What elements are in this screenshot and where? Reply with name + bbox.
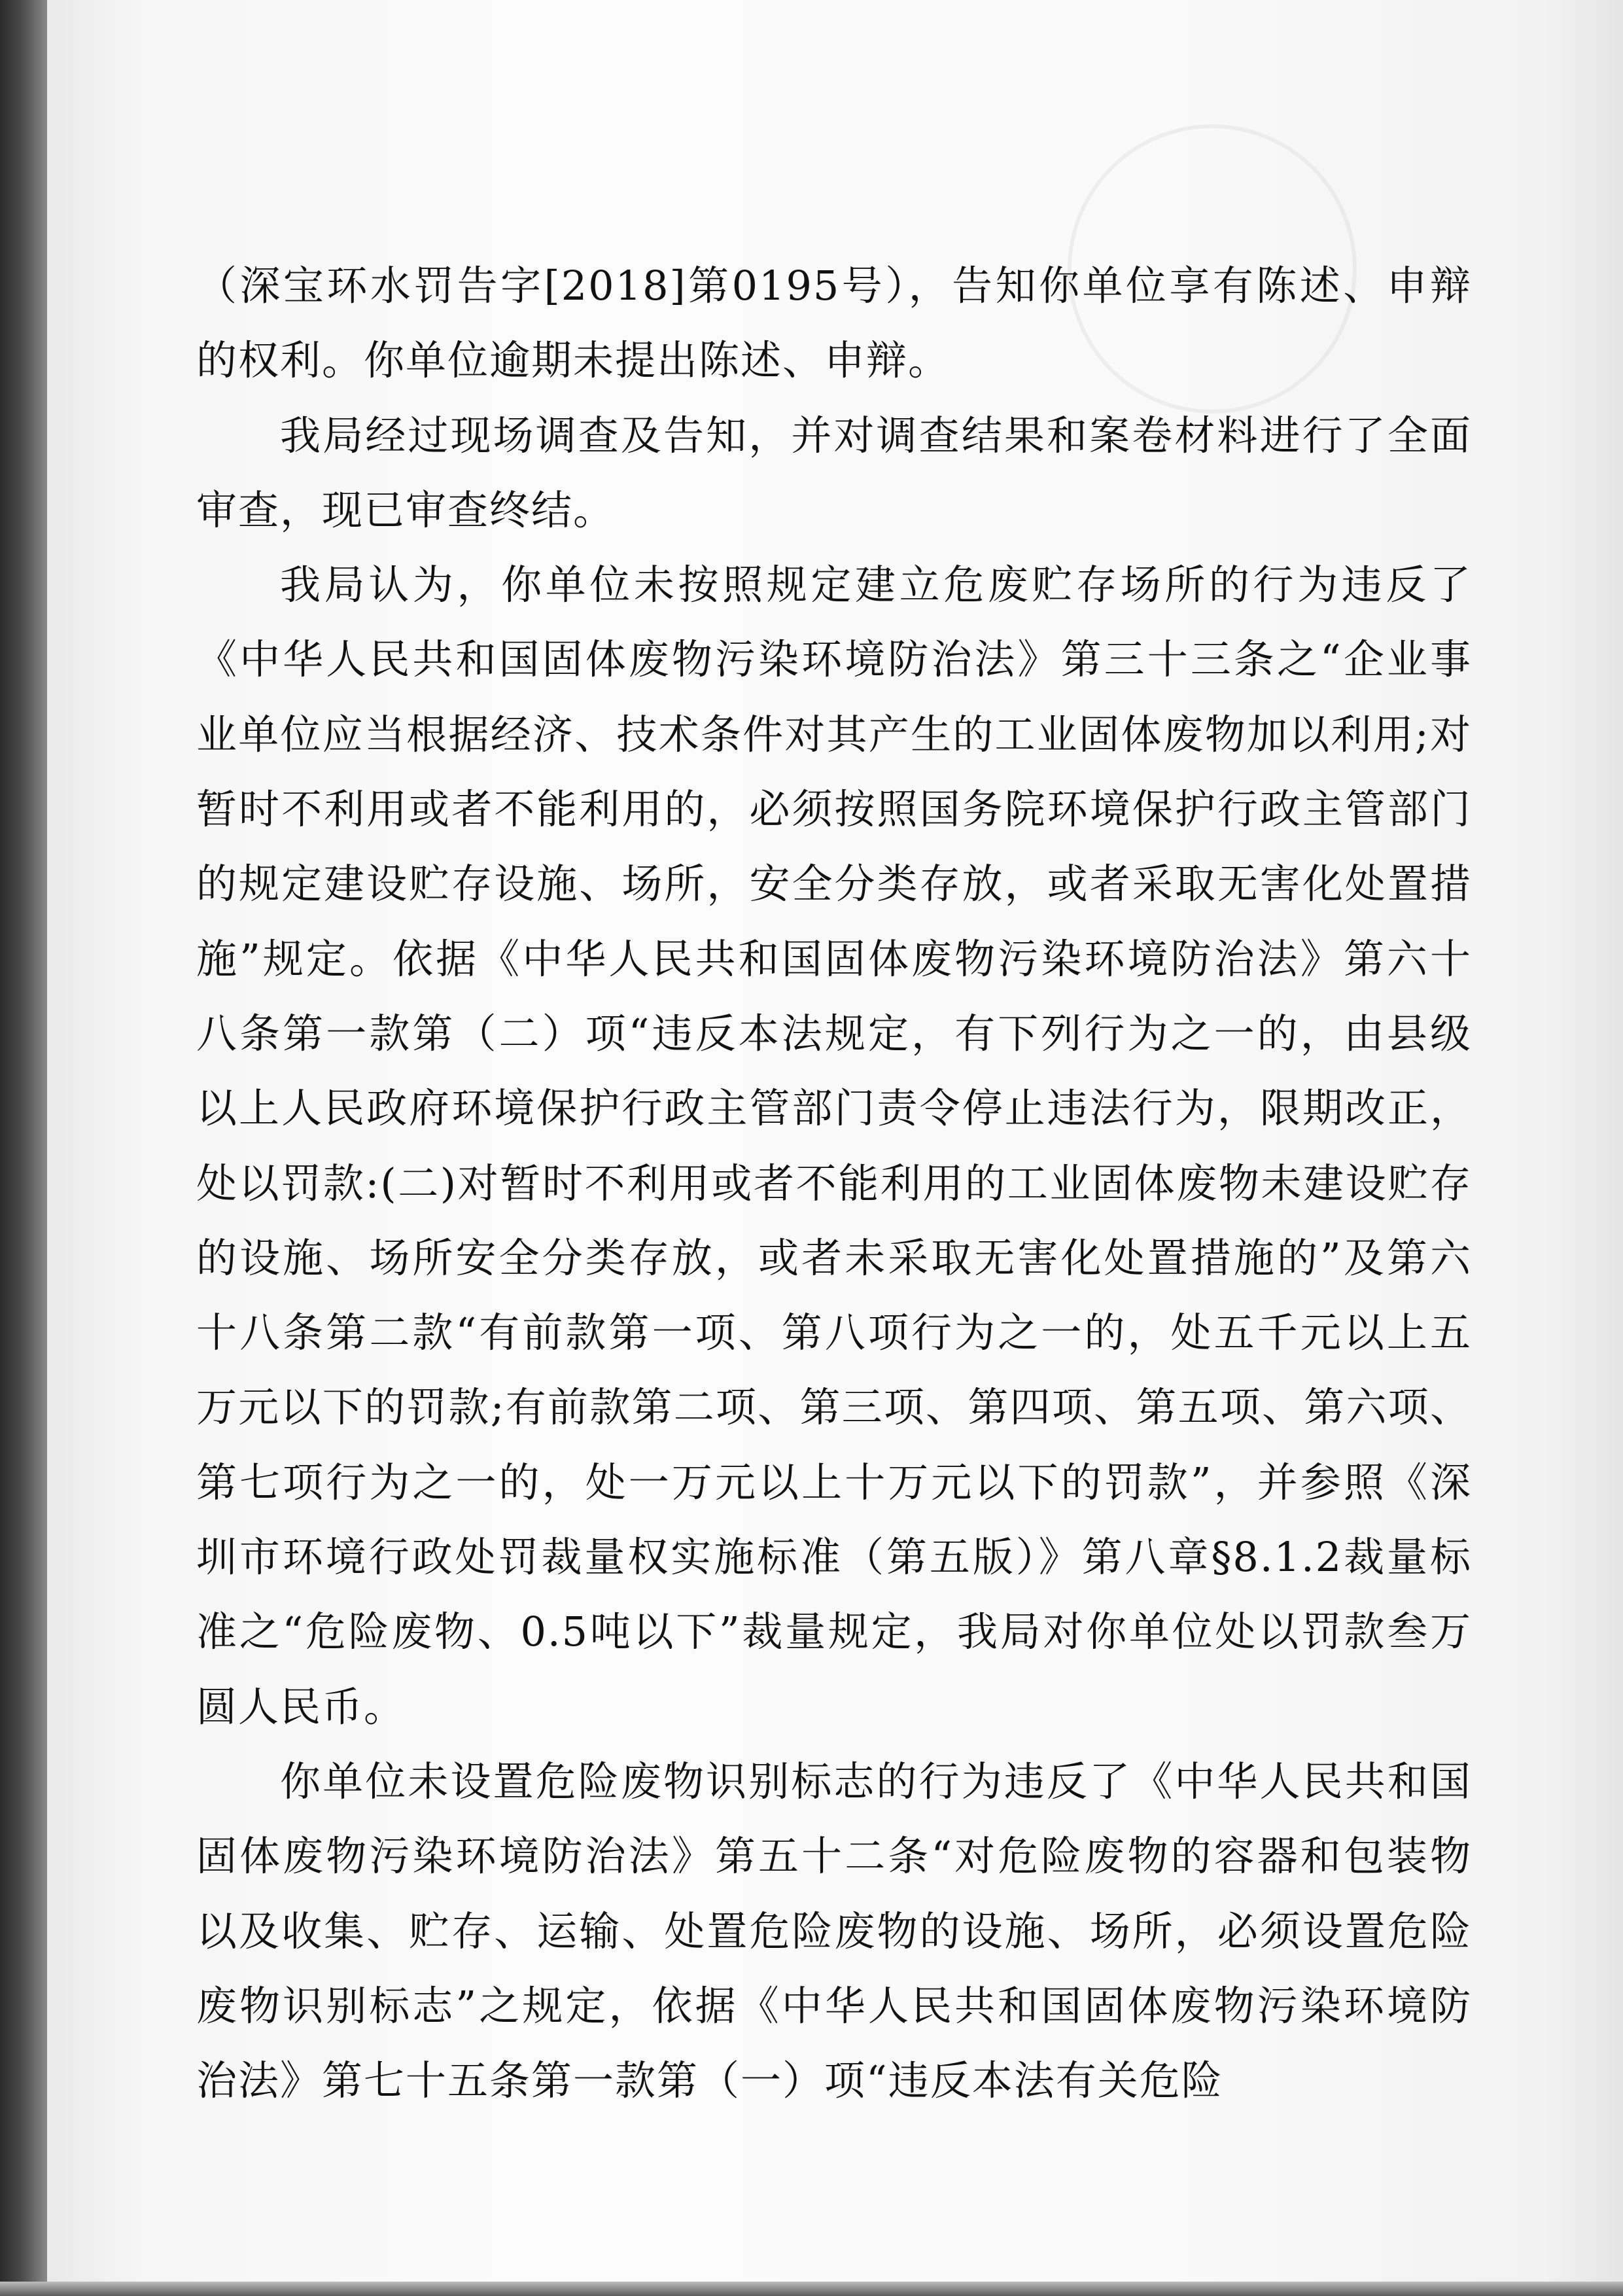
paragraph-storage-violation: 我局认为，你单位未按照规定建立危废贮存场所的行为违反了《中华人民共和国固体废物污染环境防治法》第三十三条之“企业事业单位应当根据经济、技术条件对其产生的工业固体废物加以利用;对暂时不利用或者不能利用的，必须按照国务院环境保护行政主管部门的规定建设贮存设施、场所，安全分类存放，或者采取无害化处置措施”规定。依据《中华人民共和国固体废物污染环境防治法》第六十八条第一款第（二）项“违反本法规定，有下列行为之一的，由县级以上人民政府环境保护行政主管部门责令停止违法行为，限期改正，处以罚款:(二)对暂时不利用或者不能利用的工业固体废物未建设贮存的设施、场所安全分类存放，或者未采取无害化处置措施的”及第六十八条第二款“有前款第一项、第八项行为之一的，处五千元以上五万元以下的罚款;有前款第二项、第三项、第四项、第五项、第六项、第七项行为之一的，处一万元以上十万元以下的罚款”，并参照《深圳市环境行政处罚裁量权实施标准（第五版）》第八章§8.1.2裁量标准之“危险废物、0.5吨以下”裁量规定，我局对你单位处以罚款叁万圆人民币。 <box>196 561 1472 1731</box>
paragraph-notice-rights: （深宝环水罚告字[2018]第0195号），告知你单位享有陈述、申辩的权利。你单位逾期未提出陈述、申辩。 <box>196 262 1472 385</box>
scanner-edge-shadow <box>0 0 47 2296</box>
document-body <box>196 249 1472 2118</box>
paragraph-investigation: 我局经过现场调查及告知，并对调查结果和案卷材料进行了全面审查，现已审查终结。 <box>196 411 1472 534</box>
scanner-bottom-edge <box>0 2282 1623 2296</box>
paragraph-label-violation: 你单位未设置危险废物识别标志的行为违反了《中华人民共和国固体废物污染环境防治法》第五十二条“对危险废物的容器和包装物以及收集、贮存、运输、处置危险废物的设施、场所，必须设置危险废物识别标志”之规定，依据《中华人民共和国固体废物污染环境防治法》第七十五条第一款第（一）项“违反本法有关危险 <box>196 1757 1472 2105</box>
